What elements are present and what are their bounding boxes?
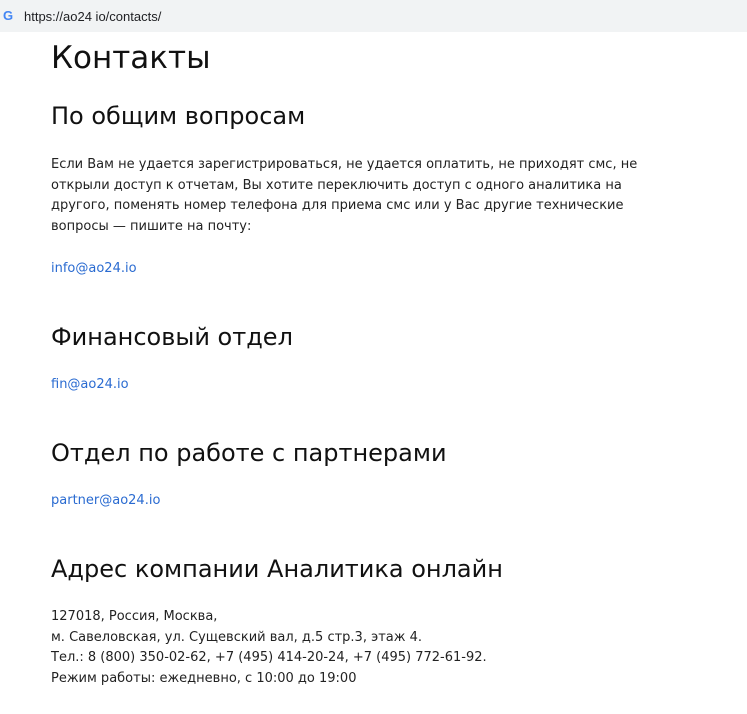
section-heading-general: По общим вопросам [51,102,306,130]
page-title: Контакты [51,40,211,76]
text-line: другого, поменять номер телефона для приема смс или у Вас другие технические [51,198,624,213]
text-line: Если Вам не удается зарегистрироваться, не удается оплатить, не приходят смс, не [51,157,638,172]
general-questions-text [51,155,641,237]
email-link-info[interactable]: info@ao24.io [51,261,137,276]
address-line: м. Савеловская, ул. Сущевский вал, д.5 стр.3, этаж 4. [51,629,423,645]
phone-line: Тел.: 8 (800) 350-02-62, +7 (495) 414-20-24, +7 (495) 772-61-92. [51,650,487,665]
text-line: вопросы — пишите на почту: [51,218,252,234]
section-heading-partners: Отдел по работе с партнерами [51,439,447,467]
text-line: открыли доступ к отчетам, Вы хотите переключить доступ с одного аналитика на [51,177,622,193]
company-address [51,607,641,689]
email-link-fin[interactable]: fin@ao24.io [51,377,129,392]
working-hours-line: Режим работы: ежедневно, с 10:00 до 19:00 [51,670,357,686]
browser-address-bar[interactable] [0,0,747,32]
section-heading-finance: Финансовый отдел [51,323,293,351]
address-line: 127018, Россия, Москва, [51,609,218,624]
section-heading-address: Адрес компании Аналитика онлайн [51,555,503,583]
email-link-partner[interactable]: partner@ao24.io [51,493,161,508]
url-text[interactable]: https://ao24 io/contacts/ [24,9,162,24]
google-icon: G [3,8,14,23]
